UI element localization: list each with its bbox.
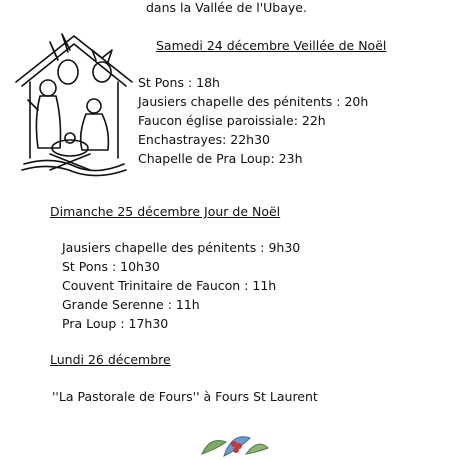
holly-sprig-icon	[196, 426, 272, 460]
list-item: Chapelle de Pra Loup: 23h	[138, 151, 303, 166]
list-item: Jausiers chapelle des pénitents : 9h30	[62, 240, 301, 255]
nativity-scene-icon	[12, 30, 136, 180]
intro-text: dans la Vallée de l'Ubaye.	[146, 0, 307, 15]
list-item: Couvent Trinitaire de Faucon : 11h	[62, 278, 277, 293]
section-heading-samedi: Samedi 24 décembre Veillée de Noël	[156, 38, 387, 53]
section-heading-lundi: Lundi 26 décembre	[50, 352, 171, 367]
list-item: St Pons : 18h	[138, 75, 220, 90]
list-item: Jausiers chapelle des pénitents : 20h	[138, 94, 369, 109]
list-item: ''La Pastorale de Fours'' à Fours St Laurent	[52, 389, 318, 404]
list-item: Faucon église paroissiale: 22h	[138, 113, 326, 128]
list-item: St Pons : 10h30	[62, 259, 160, 274]
list-item: Grande Serenne : 11h	[62, 297, 200, 312]
list-item: Enchastrayes: 22h30	[138, 132, 271, 147]
section-heading-dimanche: Dimanche 25 décembre Jour de Noël	[50, 204, 281, 219]
list-item: Pra Loup : 17h30	[62, 316, 169, 331]
